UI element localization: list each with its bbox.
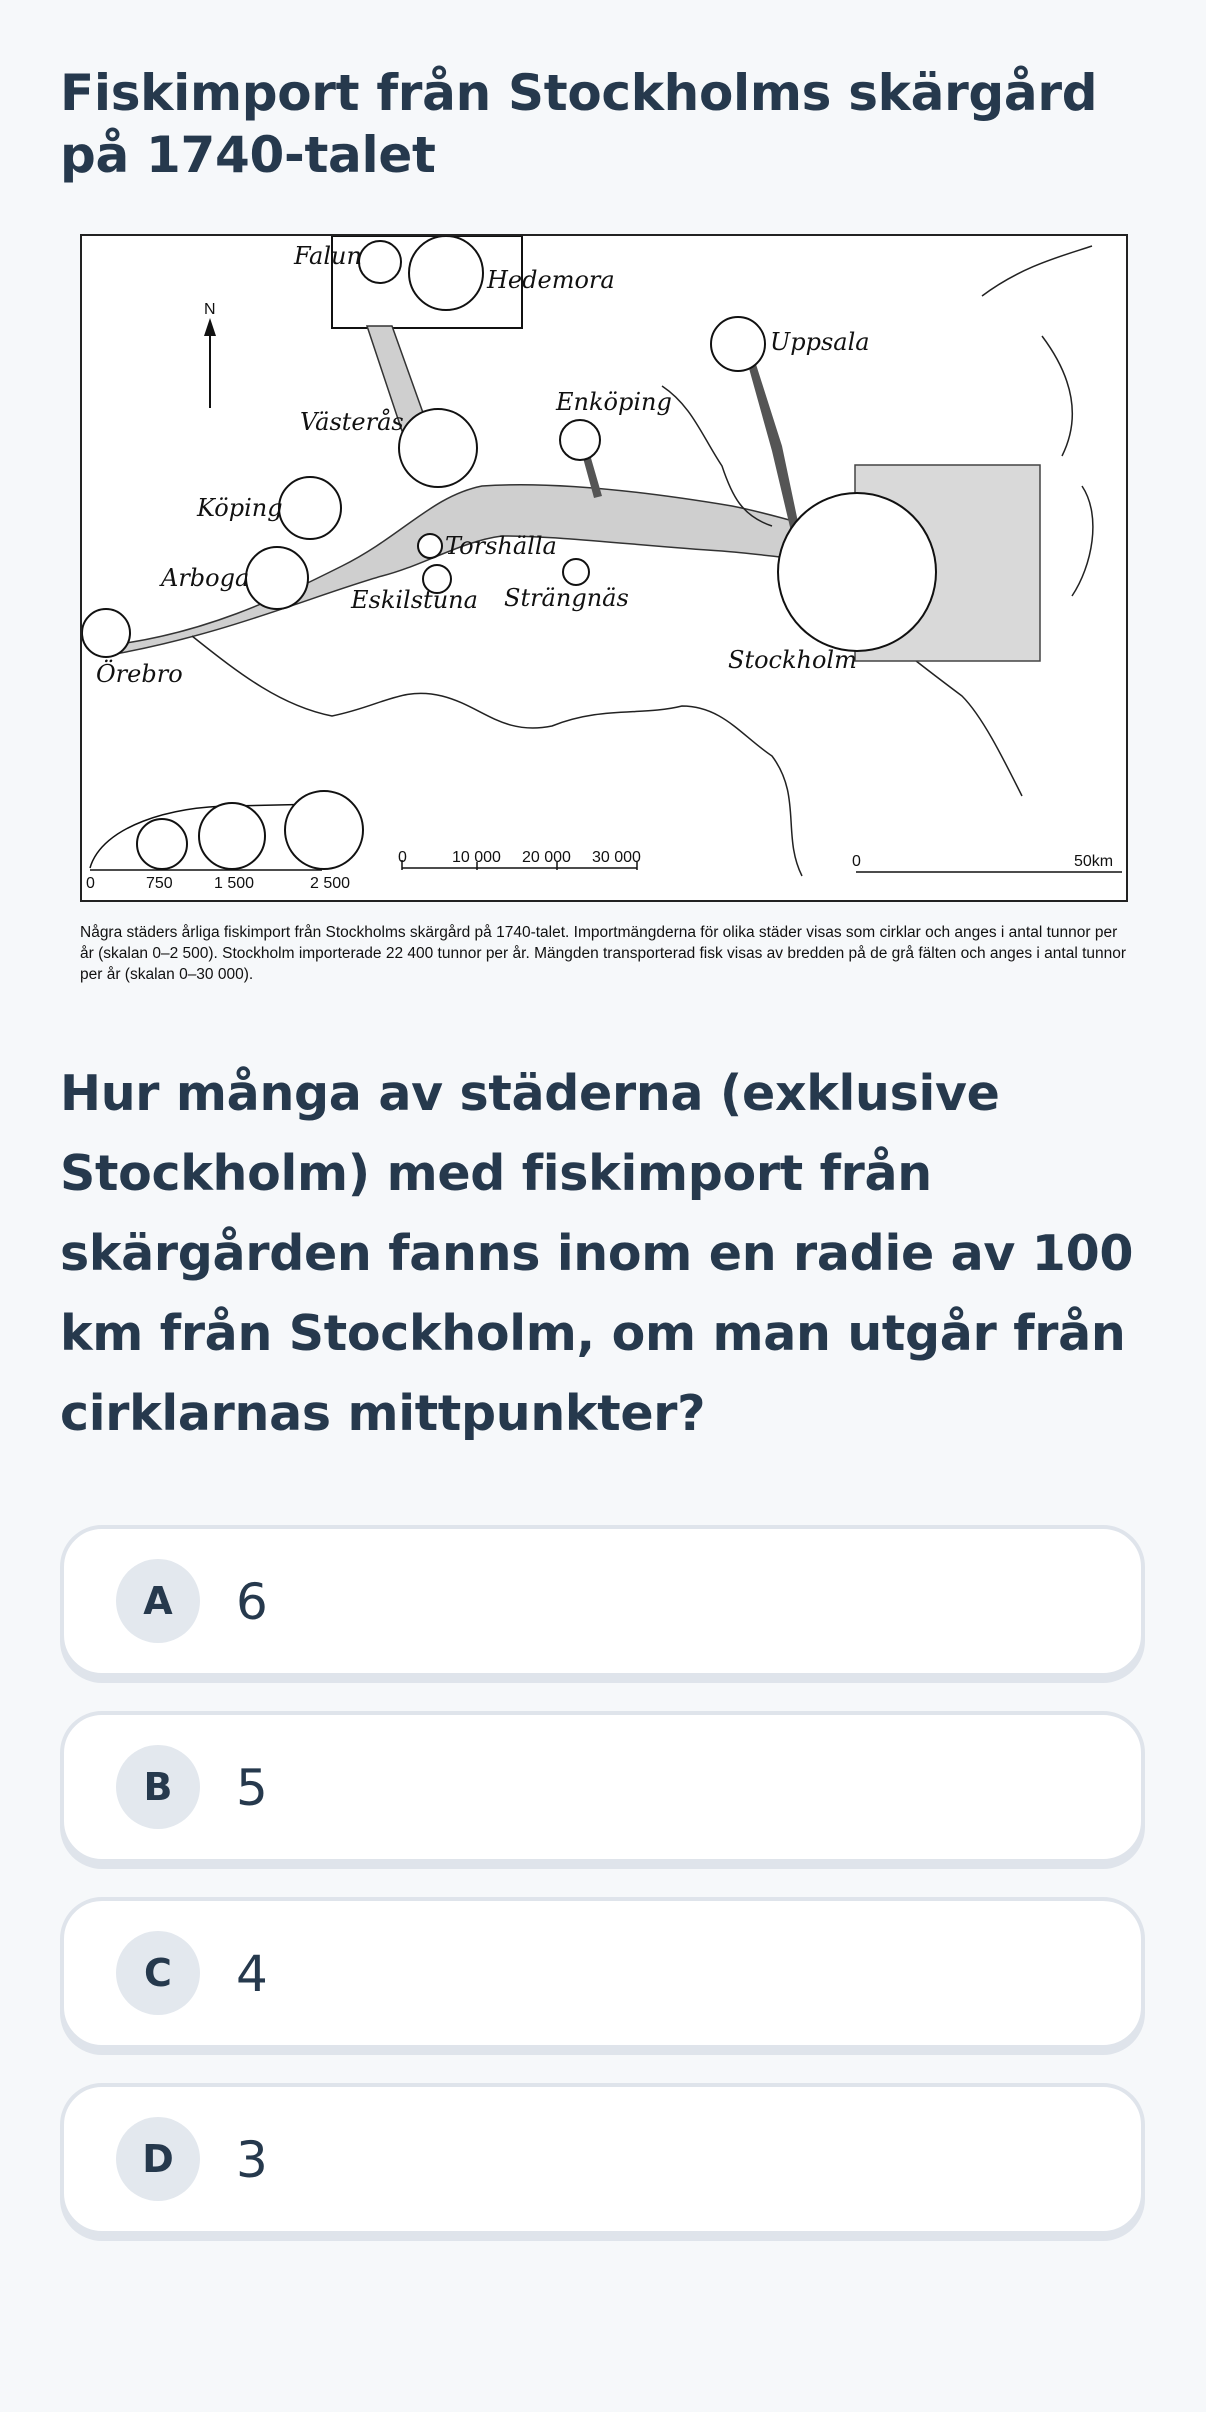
city-label-vasteras: Västerås (300, 408, 404, 436)
city-circle-vasteras (399, 409, 477, 487)
city-circle-uppsala (711, 317, 765, 371)
city-circle-stockholm (778, 493, 936, 651)
option-c[interactable] (60, 1897, 1145, 2049)
city-label-arboga: Arboga (161, 564, 250, 592)
circle-scale-tick-750: 750 (146, 875, 173, 892)
option-a-text: 6 (236, 1573, 268, 1631)
north-arrow-head (204, 318, 216, 336)
city-label-eskilstuna: Eskilstuna (351, 586, 478, 614)
city-circle-strangnas (563, 559, 589, 585)
coastline-south (192, 636, 802, 876)
option-d-text: 3 (236, 2131, 268, 2189)
flow-scale-tick-10000: 10 000 (452, 849, 501, 866)
page-title: Fiskimport från Stockholms skärgård på 1740-talet (60, 64, 1098, 184)
flow-scale-tick-0: 0 (398, 849, 407, 866)
city-circle-torshalla (418, 534, 442, 558)
city-label-uppsala: Uppsala (770, 328, 870, 356)
distance-scale-tick-50: 50km (1074, 853, 1114, 870)
city-label-orebro: Örebro (96, 660, 183, 688)
circle-scale-2500 (285, 791, 363, 869)
circle-scale-1500 (199, 803, 265, 869)
flow-scale-tick-30000: 30 000 (592, 849, 641, 866)
city-label-falun: Falun (294, 242, 362, 270)
answer-options (60, 1525, 1145, 2269)
option-b[interactable] (60, 1711, 1145, 1863)
city-circle-hedemora (409, 236, 483, 310)
map-figure (80, 234, 1128, 902)
city-label-koping: Köping (197, 494, 283, 522)
distance-scale-tick-0: 0 (852, 853, 861, 870)
city-label-stockholm: Stockholm (728, 646, 857, 674)
city-label-strangnas: Strängnäs (504, 584, 629, 612)
city-circle-falun (359, 241, 401, 283)
option-b-text: 5 (236, 1759, 268, 1817)
circle-scale-tick-2500: 2 500 (310, 875, 351, 892)
option-d-badge: D (116, 2117, 200, 2201)
circle-scale-tick-1500: 1 500 (214, 875, 255, 892)
city-circle-enkoping (560, 420, 600, 460)
option-d[interactable] (60, 2083, 1145, 2235)
city-circle-koping (279, 477, 341, 539)
circle-scale-750 (137, 819, 187, 869)
city-circle-arboga (246, 547, 308, 609)
city-circle-orebro (82, 609, 130, 657)
flow-scale-tick-20000: 20 000 (522, 849, 571, 866)
option-c-badge: C (116, 1931, 200, 2015)
option-c-text: 4 (236, 1945, 268, 2003)
option-b-badge: B (116, 1745, 200, 1829)
option-a-badge: A (116, 1559, 200, 1643)
question-text: Hur många av städerna (exklusive Stockholm) med fiskimport från skärgården fanns inom en radie av 100 km från Stockholm, om man utgår från cirklarnas mittpunkter? (60, 1065, 1134, 1442)
map-svg (82, 236, 1126, 900)
option-a[interactable] (60, 1525, 1145, 1677)
city-label-enkoping: Enköping (556, 388, 672, 416)
city-label-torshalla: Torshälla (445, 532, 557, 560)
north-label: N (204, 301, 216, 318)
figure-caption: Några städers årliga fiskimport från Stockholms skärgård på 1740-talet. Importmängderna för olika städer visas som cirklar och anges i antal tunnor per år (skalan 0–2 500). Stockholm importerade 22 400 tunnor per år. Mängden transporterad fisk visas av bredden på de grå fälten och anges i antal tunnor per år (skalan 0–30 000). (80, 924, 1127, 983)
circle-scale-tick-0: 0 (86, 875, 95, 892)
city-label-hedemora: Hedemora (487, 266, 615, 294)
